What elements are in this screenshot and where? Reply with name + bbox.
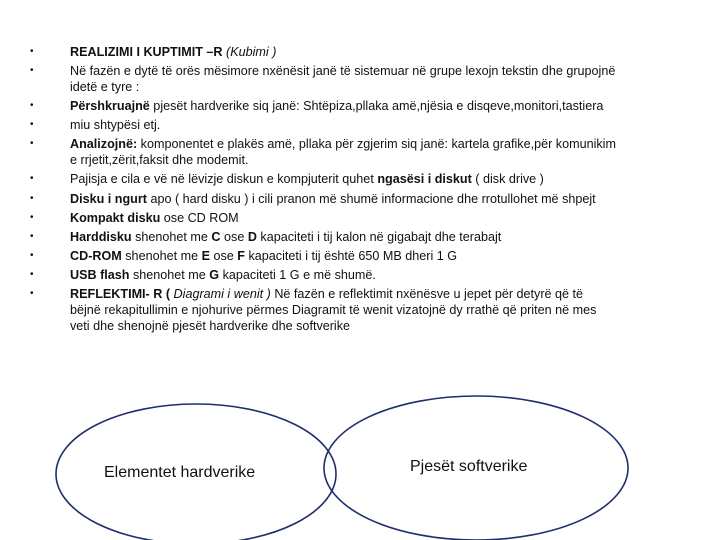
bullet-dot: • xyxy=(30,119,34,131)
bullet-text-segment: Analizojnë: xyxy=(70,137,138,152)
bullet-dot: • xyxy=(30,230,34,242)
venn-label-hardware: Elementet hardverike xyxy=(104,464,256,481)
bullet-dot: • xyxy=(30,100,34,112)
bullet-text-segment: apo ( hard disku ) i cili pranon më shumë informacione dhe rrotullohet më shpejt xyxy=(146,191,596,206)
bullet-text-segment: shenohet me xyxy=(129,267,210,282)
bullet-text-segment: E xyxy=(201,248,210,263)
bullet-text-segment: pjesët hardverike siq janë: Shtëpiza,pllaka amë,njësia e disqeve,monitori,tastiera xyxy=(149,99,604,114)
bullet-text-segment: shenohet me xyxy=(131,229,212,244)
bullet-continuation-line: e rrjetit,zërit,faksit dhe modemit. xyxy=(70,153,249,168)
bullet-text-segment: ngasësi i diskut xyxy=(377,172,472,187)
bullet-dot: • xyxy=(30,192,34,204)
bullet-dot: • xyxy=(30,65,34,77)
bullet-dot: • xyxy=(30,138,34,150)
bullet-text-segment: REALIZIMI I KUPTIMIT –R xyxy=(70,45,227,59)
bullet-dot: • xyxy=(30,46,34,57)
bullet-dot: • xyxy=(30,173,34,185)
bullet-text-segment: Kompakt disku xyxy=(70,210,161,225)
bullet-text-segment: C xyxy=(211,229,221,244)
bullet-text-segment: Përshkruajnë xyxy=(70,99,150,114)
bullet-text-segment: kapaciteti i tij është 650 MB dheri 1 G xyxy=(245,248,458,263)
bullet-text-segment: Pajisja e cila e vë në lëvizje diskun e kompjuterit quhet xyxy=(70,172,378,187)
bullet-dot: • xyxy=(30,288,34,300)
bullet-text-segment: ose xyxy=(220,229,248,244)
bullet-text-segment: REFLEKTIMI- R ( xyxy=(70,287,174,302)
bullet-dot: • xyxy=(30,268,34,280)
bullet-text-segment: ose xyxy=(209,248,238,263)
bullet-text-segment: CD-ROM xyxy=(70,248,122,263)
bullet-text-segment: (Kubimi ) xyxy=(226,45,277,59)
bullet-dot: • xyxy=(30,249,34,261)
bullet-text-segment: shenohet me xyxy=(121,248,202,263)
bullet-text-segment: Në fazën e reflektimit nxënësve u jepet për detyrë që të xyxy=(270,287,584,302)
bullet-text-segment: USB flash xyxy=(70,267,130,282)
bullet-text-segment: kapaciteti 1 G e më shumë. xyxy=(219,267,376,282)
bullet-text-segment: Diagrami i wenit ) xyxy=(173,287,271,302)
venn-label-software: Pjesët softverike xyxy=(410,458,528,475)
bullet-text-segment: ose CD ROM xyxy=(160,210,239,225)
bullet-text-segment: komponentet e plakës amë, pllaka për zgjerim siq janë: kartela grafike,për komunikim xyxy=(137,137,616,152)
bullet-text-segment: miu shtypësi etj. xyxy=(70,118,161,133)
bullet-text-segment: Harddisku xyxy=(70,229,132,244)
bullet-text-segment: kapaciteti i tij kalon në gigabajt dhe terabajt xyxy=(256,229,502,244)
bullet-continuation-line: veti dhe shenojnë pjesët hardverike dhe softverike xyxy=(70,319,351,334)
bullet-continuation-line: bëjnë rekapitullimin e njohurive përmes Diagramit të wenit vizatojnë dy rrathë që priten në mes xyxy=(70,303,597,318)
bullet-continuation-line: idetë e tyre : xyxy=(70,80,140,95)
bullet-text-segment: ( disk drive ) xyxy=(471,172,544,187)
bullet-dot: • xyxy=(30,211,34,223)
bullet-text-segment: D xyxy=(247,229,257,244)
bullet-text-segment: G xyxy=(209,267,220,282)
bullet-text-segment: Në fazën e dytë të orës mësimore nxënësit janë të sistemuar në grupe lexojn tekstin dhe grupojnë xyxy=(70,64,616,79)
bullet-text-segment: F xyxy=(237,248,245,263)
bullet-text-segment: Disku i ngurt xyxy=(70,191,147,206)
